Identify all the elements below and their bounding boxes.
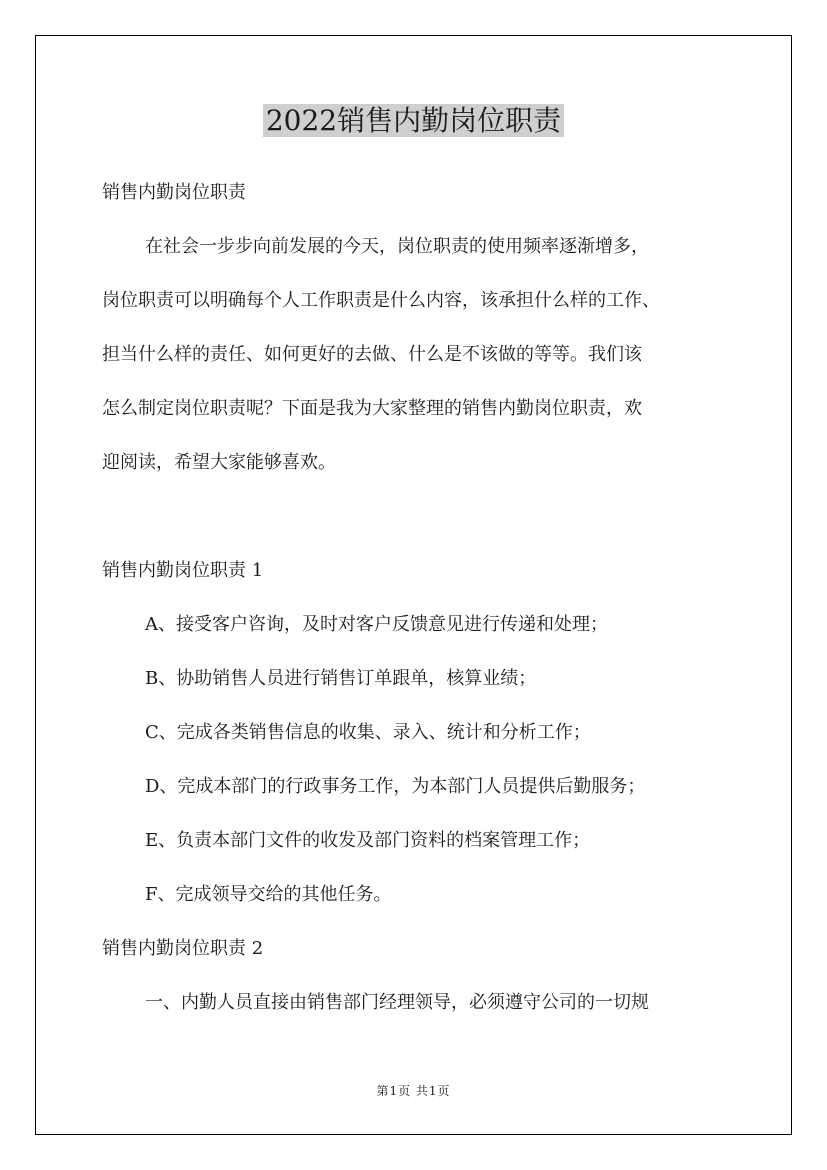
intro-line-2: 岗位职责可以明确每个人工作职责是什么内容，该承担什么样的工作、: [102, 290, 660, 311]
page-footer: 第1页 共1页: [376, 1084, 451, 1098]
document-title-text: 2022销售内勤岗位职责: [263, 104, 564, 137]
duty-item-e: E、负责本部门文件的收发及部门资料的档案管理工作；: [145, 830, 591, 851]
intro-line-3: 担当什么样的责任、如何更好的去做、什么是不该做的等等。我们该: [102, 344, 642, 365]
duty-item-d: D、完成本部门的行政事务工作，为本部门人员提供后勤服务；: [145, 776, 646, 797]
duty-item-f: F、完成领导交给的其他任务。: [145, 884, 392, 905]
section1-heading: 销售内勤岗位职责 1: [102, 560, 264, 581]
document-title: [0, 101, 827, 141]
section2-heading: 销售内勤岗位职责 2: [102, 938, 264, 959]
section-heading: 销售内勤岗位职责: [102, 182, 246, 203]
intro-line-1: 在社会一步步向前发展的今天，岗位职责的使用频率逐渐增多，: [145, 236, 649, 257]
duty-item-b: B、协助销售人员进行销售订单跟单，核算业绩；: [145, 668, 537, 689]
intro-line-4: 怎么制定岗位职责呢？下面是我为大家整理的销售内勤岗位职责，欢: [102, 398, 642, 419]
duty-item-a: A、接受客户咨询，及时对客户反馈意见进行传递和处理；: [145, 614, 608, 635]
duty-item-c: C、完成各类销售信息的收集、录入、统计和分析工作；: [145, 722, 591, 743]
intro-line-5: 迎阅读，希望大家能够喜欢。: [102, 452, 336, 473]
section2-line-1: 一、内勤人员直接由销售部门经理领导，必须遵守公司的一切规: [145, 992, 649, 1013]
